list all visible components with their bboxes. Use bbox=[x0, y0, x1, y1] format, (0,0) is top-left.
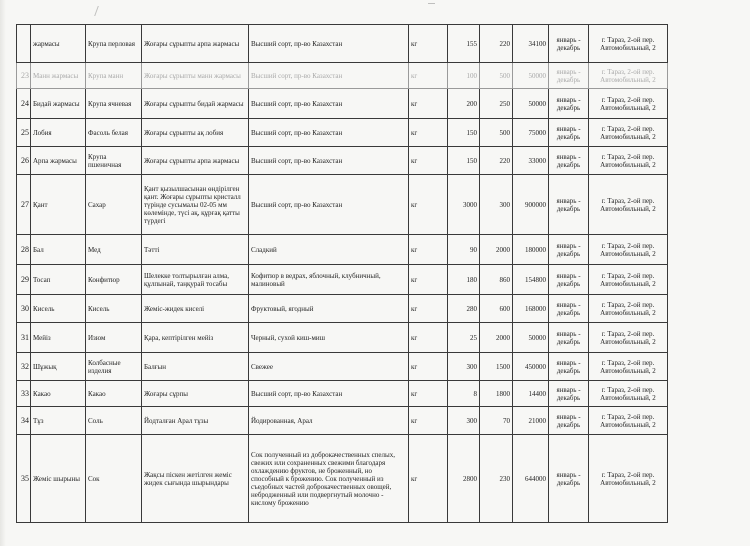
name-ru-cell: Крупа перловая bbox=[86, 25, 142, 63]
description-kz-cell: Жеміс-жидек киселі bbox=[142, 295, 249, 323]
period-cell: январь - декабрь bbox=[549, 381, 589, 407]
name-kz-cell: Кисель bbox=[31, 295, 86, 323]
row-number bbox=[17, 25, 31, 63]
description-ru-cell: Йодированная, Арал bbox=[249, 407, 409, 435]
quantity-cell: 300 bbox=[448, 353, 480, 381]
period-cell: январь - декабрь bbox=[549, 323, 589, 353]
page-edge-shadow bbox=[0, 0, 6, 546]
sum-cell: 14400 bbox=[513, 381, 549, 407]
sum-cell: 180000 bbox=[513, 235, 549, 265]
description-ru-cell: Фруктовый, ягодный bbox=[249, 295, 409, 323]
quantity-cell: 100 bbox=[448, 63, 480, 89]
unit-cell: кг bbox=[409, 295, 448, 323]
period-cell: январь - декабрь bbox=[549, 235, 589, 265]
name-kz-cell: Шұжық bbox=[31, 353, 86, 381]
quantity-cell: 3000 bbox=[448, 175, 480, 235]
description-kz-cell: Балғын bbox=[142, 353, 249, 381]
unit-cell: кг bbox=[409, 435, 448, 523]
address-cell: г. Тараз, 2-ой пер. Автомобильный, 2 bbox=[589, 235, 668, 265]
row-number: 32 bbox=[17, 353, 31, 381]
row-number: 26 bbox=[17, 147, 31, 175]
table-row bbox=[17, 323, 668, 353]
quantity-cell: 90 bbox=[448, 235, 480, 265]
price-cell: 500 bbox=[480, 63, 513, 89]
name-ru-cell: Сахар bbox=[86, 175, 142, 235]
name-kz-cell: Жеміс шырыны bbox=[31, 435, 86, 523]
unit-cell: кг bbox=[409, 323, 448, 353]
table-row bbox=[17, 435, 668, 523]
address-cell: г. Тараз, 2-ой пер. Автомобильный, 2 bbox=[589, 435, 668, 523]
unit-cell: кг bbox=[409, 381, 448, 407]
table-row bbox=[17, 235, 668, 265]
table-row bbox=[17, 381, 668, 407]
sum-cell: 168000 bbox=[513, 295, 549, 323]
table-row bbox=[17, 407, 668, 435]
name-ru-cell: Конфитюр bbox=[86, 265, 142, 295]
quantity-cell: 2800 bbox=[448, 435, 480, 523]
name-ru-cell: Какао bbox=[86, 381, 142, 407]
address-cell: г. Тараз, 2-ой пер. Автомобильный, 2 bbox=[589, 119, 668, 147]
row-number: 23 bbox=[17, 63, 31, 89]
row-number: 34 bbox=[17, 407, 31, 435]
price-cell: 230 bbox=[480, 435, 513, 523]
name-ru-cell: Изюм bbox=[86, 323, 142, 353]
quantity-cell: 150 bbox=[448, 147, 480, 175]
address-cell: г. Тараз, 2-ой пер. Автомобильный, 2 bbox=[589, 25, 668, 63]
description-ru-cell: Кофитюр в ведрах, яблочный, клубничный, малиновый bbox=[249, 265, 409, 295]
description-kz-cell: Жоғары сұрыпты ақ лобия bbox=[142, 119, 249, 147]
name-ru-cell: Колбасные изделия bbox=[86, 353, 142, 381]
name-kz-cell: Мейіз bbox=[31, 323, 86, 353]
description-ru-cell: Высший сорт, пр-во Казахстан bbox=[249, 147, 409, 175]
period-cell: январь - декабрь bbox=[549, 435, 589, 523]
row-number: 28 bbox=[17, 235, 31, 265]
unit-cell: кг bbox=[409, 353, 448, 381]
quantity-cell: 200 bbox=[448, 89, 480, 119]
row-number: 35 bbox=[17, 435, 31, 523]
address-cell: г. Тараз, 2-ой пер. Автомобильный, 2 bbox=[589, 381, 668, 407]
sum-cell: 50000 bbox=[513, 323, 549, 353]
address-cell: г. Тараз, 2-ой пер. Автомобильный, 2 bbox=[589, 89, 668, 119]
table-row bbox=[17, 25, 668, 63]
sum-cell: 450000 bbox=[513, 353, 549, 381]
name-ru-cell: Соль bbox=[86, 407, 142, 435]
price-cell: 600 bbox=[480, 295, 513, 323]
address-cell: г. Тараз, 2-ой пер. Автомобильный, 2 bbox=[589, 295, 668, 323]
table-row bbox=[17, 175, 668, 235]
period-cell: январь - декабрь bbox=[549, 63, 589, 89]
row-number: 30 bbox=[17, 295, 31, 323]
row-number: 29 bbox=[17, 265, 31, 295]
quantity-cell: 25 bbox=[448, 323, 480, 353]
quantity-cell: 150 bbox=[448, 119, 480, 147]
description-ru-cell: Высший сорт, пр-во Казахстан bbox=[249, 119, 409, 147]
description-kz-cell: Қант қызылшасынан өндірілген қант. Жоғары сұрыпты кристалл түрінде сусымалы 02-05 мм көлемінде, түсі ақ, құрғақ қатты түрдегі bbox=[142, 175, 249, 235]
table-row bbox=[17, 63, 668, 89]
description-kz-cell: Шелекке толтырылған алма, құлпынай, таңқурай тосабы bbox=[142, 265, 249, 295]
price-cell: 860 bbox=[480, 265, 513, 295]
description-ru-cell: Сок полученный из доброкачественных спелых, свежих или сохраненных свежими благодаря охлаждению фруктов, не броженный, но способный к брожению. Сок полученный из съедобных частей доброкачественных овощей, небродженный или подвергнутый молочно - кислому брожению bbox=[249, 435, 409, 523]
description-kz-cell: Жақсы піскен жетілген жеміс жидек сығында шырындары bbox=[142, 435, 249, 523]
price-cell: 250 bbox=[480, 89, 513, 119]
price-cell: 2000 bbox=[480, 323, 513, 353]
name-ru-cell: Крупа манн bbox=[86, 63, 142, 89]
address-cell: г. Тараз, 2-ой пер. Автомобильный, 2 bbox=[589, 323, 668, 353]
period-cell: январь - декабрь bbox=[549, 25, 589, 63]
address-cell: г. Тараз, 2-ой пер. Автомобильный, 2 bbox=[589, 353, 668, 381]
table-row bbox=[17, 119, 668, 147]
price-cell: 500 bbox=[480, 119, 513, 147]
address-cell: г. Тараз, 2-ой пер. Автомобильный, 2 bbox=[589, 63, 668, 89]
description-kz-cell: Йодталған Арал тұзы bbox=[142, 407, 249, 435]
unit-cell: кг bbox=[409, 265, 448, 295]
name-kz-cell: Какао bbox=[31, 381, 86, 407]
unit-cell: кг bbox=[409, 119, 448, 147]
row-number: 33 bbox=[17, 381, 31, 407]
address-cell: г. Тараз, 2-ой пер. Автомобильный, 2 bbox=[589, 175, 668, 235]
sum-cell: 644000 bbox=[513, 435, 549, 523]
unit-cell: кг bbox=[409, 175, 448, 235]
quantity-cell: 180 bbox=[448, 265, 480, 295]
sum-cell: 50000 bbox=[513, 63, 549, 89]
price-cell: 70 bbox=[480, 407, 513, 435]
address-cell: г. Тараз, 2-ой пер. Автомобильный, 2 bbox=[589, 407, 668, 435]
quantity-cell: 300 bbox=[448, 407, 480, 435]
address-cell: г. Тараз, 2-ой пер. Автомобильный, 2 bbox=[589, 265, 668, 295]
products-table bbox=[16, 24, 668, 523]
quantity-cell: 280 bbox=[448, 295, 480, 323]
sum-cell: 33000 bbox=[513, 147, 549, 175]
description-kz-cell: Жоғары сұрыпты арпа жармасы bbox=[142, 25, 249, 63]
name-ru-cell: Кисель bbox=[86, 295, 142, 323]
name-kz-cell: Қант bbox=[31, 175, 86, 235]
pen-mark bbox=[94, 6, 107, 16]
period-cell: январь - декабрь bbox=[549, 265, 589, 295]
name-kz-cell: Манн жармасы bbox=[31, 63, 86, 89]
name-ru-cell: Сок bbox=[86, 435, 142, 523]
name-ru-cell: Мед bbox=[86, 235, 142, 265]
name-ru-cell: Фасоль белая bbox=[86, 119, 142, 147]
table-row bbox=[17, 353, 668, 381]
description-kz-cell: Қара, кептірілген мейіз bbox=[142, 323, 249, 353]
sum-cell: 50000 bbox=[513, 89, 549, 119]
name-kz-cell: Бал bbox=[31, 235, 86, 265]
period-cell: январь - декабрь bbox=[549, 407, 589, 435]
description-ru-cell: Высший сорт, пр-во Казахстан bbox=[249, 89, 409, 119]
period-cell: январь - декабрь bbox=[549, 89, 589, 119]
description-ru-cell: Сладкий bbox=[249, 235, 409, 265]
description-kz-cell: Жоғары сұрыпты бидай жармасы bbox=[142, 89, 249, 119]
sum-cell: 154800 bbox=[513, 265, 549, 295]
price-cell: 1500 bbox=[480, 353, 513, 381]
name-kz-cell: Бидай жармасы bbox=[31, 89, 86, 119]
row-number: 24 bbox=[17, 89, 31, 119]
name-kz-cell: Арпа жармасы bbox=[31, 147, 86, 175]
sum-cell: 900000 bbox=[513, 175, 549, 235]
unit-cell: кг bbox=[409, 147, 448, 175]
table-row bbox=[17, 147, 668, 175]
table-row bbox=[17, 295, 668, 323]
pen-dash-mark bbox=[428, 3, 435, 4]
description-ru-cell: Черный, сухой киш-миш bbox=[249, 323, 409, 353]
row-number: 27 bbox=[17, 175, 31, 235]
price-cell: 220 bbox=[480, 147, 513, 175]
quantity-cell: 155 bbox=[448, 25, 480, 63]
description-ru-cell: Высший сорт, пр-во Казахстан bbox=[249, 63, 409, 89]
name-kz-cell: Лобия bbox=[31, 119, 86, 147]
period-cell: январь - декабрь bbox=[549, 147, 589, 175]
unit-cell: кг bbox=[409, 235, 448, 265]
period-cell: январь - декабрь bbox=[549, 353, 589, 381]
description-kz-cell: Тәтті bbox=[142, 235, 249, 265]
sum-cell: 75000 bbox=[513, 119, 549, 147]
description-kz-cell: Жоғары сұрпы bbox=[142, 381, 249, 407]
name-kz-cell: Тұз bbox=[31, 407, 86, 435]
period-cell: январь - декабрь bbox=[549, 175, 589, 235]
name-ru-cell: Крупа пшеничная bbox=[86, 147, 142, 175]
price-cell: 220 bbox=[480, 25, 513, 63]
table-row bbox=[17, 89, 668, 119]
name-kz-cell: Тосап bbox=[31, 265, 86, 295]
description-ru-cell: Свежее bbox=[249, 353, 409, 381]
name-kz-cell: жармасы bbox=[31, 25, 86, 63]
row-number: 25 bbox=[17, 119, 31, 147]
unit-cell: кг bbox=[409, 89, 448, 119]
sum-cell: 34100 bbox=[513, 25, 549, 63]
name-ru-cell: Крупа ячневая bbox=[86, 89, 142, 119]
price-cell: 2000 bbox=[480, 235, 513, 265]
description-kz-cell: Жоғары сұрыпты арпа жармасы bbox=[142, 147, 249, 175]
unit-cell: кг bbox=[409, 63, 448, 89]
table-row bbox=[17, 265, 668, 295]
unit-cell: кг bbox=[409, 25, 448, 63]
address-cell: г. Тараз, 2-ой пер. Автомобильный, 2 bbox=[589, 147, 668, 175]
period-cell: январь - декабрь bbox=[549, 295, 589, 323]
quantity-cell: 8 bbox=[448, 381, 480, 407]
description-ru-cell: Высший сорт, пр-во Казахстан bbox=[249, 381, 409, 407]
description-ru-cell: Высший сорт, пр-во Казахстан bbox=[249, 175, 409, 235]
unit-cell: кг bbox=[409, 407, 448, 435]
price-cell: 1800 bbox=[480, 381, 513, 407]
row-number: 31 bbox=[17, 323, 31, 353]
period-cell: январь - декабрь bbox=[549, 119, 589, 147]
price-cell: 300 bbox=[480, 175, 513, 235]
sum-cell: 21000 bbox=[513, 407, 549, 435]
description-kz-cell: Жоғары сұрыпты манн жармасы bbox=[142, 63, 249, 89]
description-ru-cell: Высший сорт, пр-во Казахстан bbox=[249, 25, 409, 63]
